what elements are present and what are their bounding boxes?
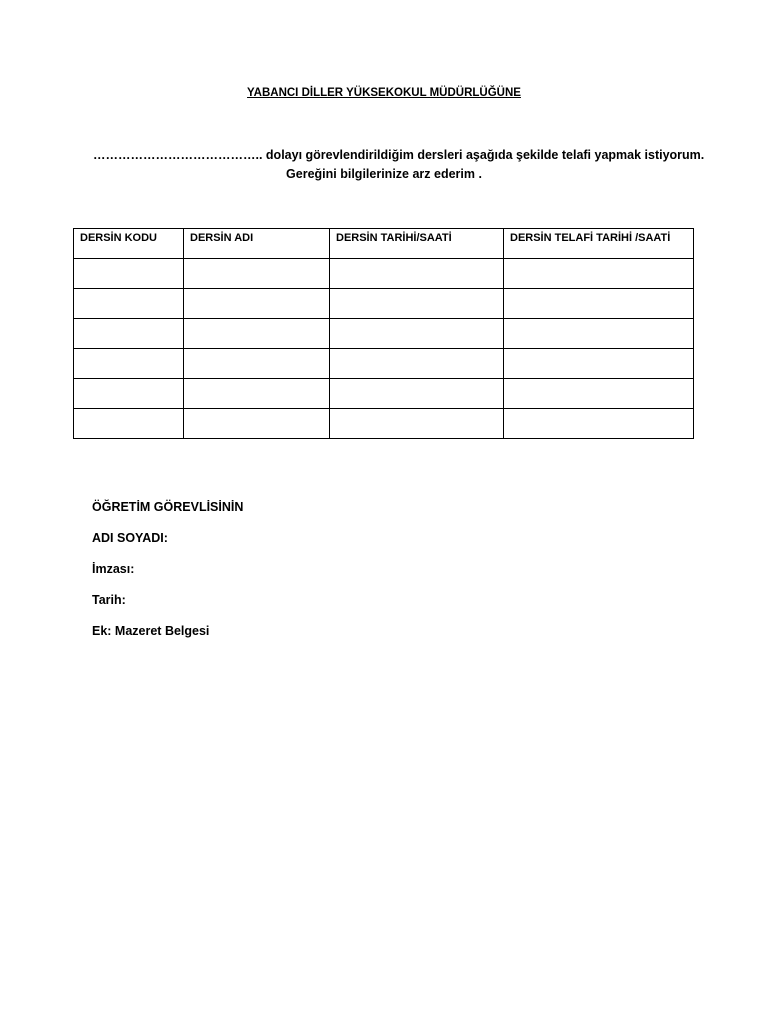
table-cell — [330, 289, 504, 319]
intro-text-line1: ………………………………….. dolayı görevlendirildiğim dersleri aşağıda şekilde telafi yapmak istiyorum. — [93, 148, 705, 162]
table-row — [74, 289, 694, 319]
header-makeup-datetime: DERSİN TELAFİ TARİHİ /SAATİ — [504, 229, 694, 259]
header-course-name: DERSİN ADI — [184, 229, 330, 259]
signature-label: İmzası: — [92, 562, 135, 576]
table-row — [74, 379, 694, 409]
table-cell — [504, 259, 694, 289]
intro-text-line2: Gereğini bilgilerinize arz ederim . — [286, 167, 482, 181]
table-cell — [184, 409, 330, 439]
table-cell — [504, 379, 694, 409]
instructor-heading: ÖĞRETİM GÖREVLİSİNİN — [92, 500, 244, 514]
table-header-row — [74, 229, 694, 259]
table-cell — [330, 379, 504, 409]
table-cell — [184, 259, 330, 289]
header-course-datetime: DERSİN TARİHİ/SAATİ — [330, 229, 504, 259]
table-cell — [74, 259, 184, 289]
attachment-label: Ek: Mazeret Belgesi — [92, 624, 210, 638]
table-cell — [74, 289, 184, 319]
table-cell — [74, 409, 184, 439]
table-cell — [504, 349, 694, 379]
table-cell — [184, 319, 330, 349]
table-cell — [504, 319, 694, 349]
table-cell — [504, 409, 694, 439]
date-label: Tarih: — [92, 593, 126, 607]
table-row — [74, 409, 694, 439]
table-cell — [330, 259, 504, 289]
lessons-table — [73, 228, 694, 439]
table-cell — [74, 319, 184, 349]
table-cell — [184, 349, 330, 379]
table-cell — [184, 289, 330, 319]
table-cell — [330, 349, 504, 379]
table-row — [74, 349, 694, 379]
table-row — [74, 319, 694, 349]
table-cell — [330, 319, 504, 349]
header-course-code: DERSİN KODU — [74, 229, 184, 259]
table-cell — [504, 289, 694, 319]
name-label: ADI SOYADI: — [92, 531, 168, 545]
table-cell — [74, 379, 184, 409]
table-cell — [184, 379, 330, 409]
table-cell — [330, 409, 504, 439]
table-cell — [74, 349, 184, 379]
table-row — [74, 259, 694, 289]
document-title: YABANCI DİLLER YÜKSEKOKUL MÜDÜRLÜĞÜNE — [247, 87, 521, 99]
